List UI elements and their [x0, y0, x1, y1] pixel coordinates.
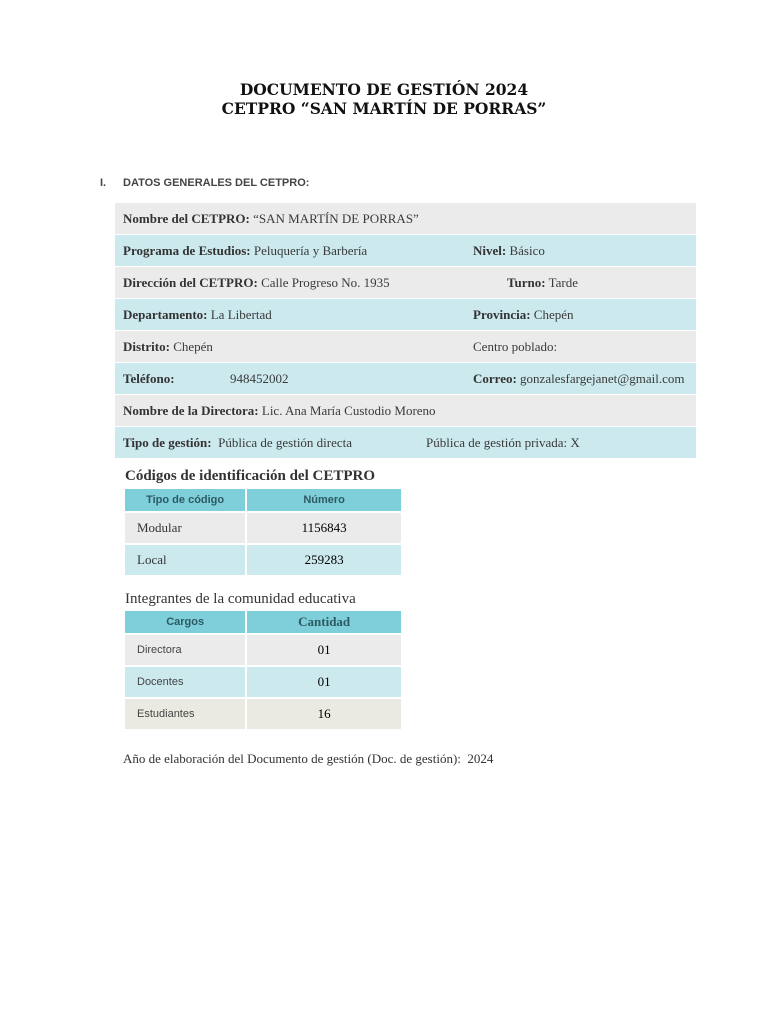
tipo-gestion-field: Tipo de gestión: Pública de gestión directa — [123, 435, 353, 450]
cargo-cell: Estudiantes — [124, 698, 246, 730]
table-row — [124, 666, 402, 698]
row-distrito — [115, 331, 696, 363]
table-row — [124, 544, 402, 576]
elaboration-year-label: Año de elaboración del Documento de gestión (Doc. de gestión): — [123, 751, 461, 766]
table-row — [124, 512, 402, 544]
row-direccion — [115, 267, 696, 299]
tipo-gestion-privada: Pública de gestión privada: X — [426, 435, 580, 450]
programa-field: Programa de Estudios: Peluquería y Barbería — [123, 243, 368, 258]
document-title-line1: DOCUMENTO DE GESTIÓN 2024 — [239, 80, 529, 99]
row-nombre — [115, 203, 696, 235]
distrito-field: Distrito: Chepén — [123, 339, 213, 354]
row-telefono — [115, 363, 696, 395]
cantidad-cell: 01 — [246, 634, 402, 666]
row-tipo-gestion — [115, 427, 696, 459]
integrantes-header-row — [124, 610, 402, 634]
document-title-line2: CETPRO “SAN MARTÍN DE PORRAS” — [221, 99, 547, 118]
integrantes-table — [123, 609, 403, 731]
nombre-field: Nombre del CETPRO: “SAN MARTÍN DE PORRAS” — [123, 211, 419, 226]
codigo-tipo-cell: Modular — [124, 512, 246, 544]
section-number: I. — [100, 177, 107, 189]
codigos-table — [123, 487, 403, 577]
codigos-col-numero: Número — [246, 488, 402, 512]
centro-poblado-field: Centro poblado: — [473, 339, 558, 354]
elaboration-year-line — [123, 751, 493, 767]
integrantes-col-cargos: Cargos — [124, 610, 246, 634]
nivel-field: Nivel: Básico — [473, 243, 545, 258]
row-directora — [115, 395, 696, 427]
codigos-heading: Códigos de identificación del CETPRO — [125, 468, 376, 484]
telefono-label: Teléfono: — [123, 371, 175, 386]
section-heading — [100, 177, 309, 189]
telefono-value: 948452002 — [230, 371, 289, 386]
table-row — [124, 698, 402, 730]
correo-field: Correo: gonzalesfargejanet@gmail.com — [473, 371, 685, 386]
codigo-tipo-cell: Local — [124, 544, 246, 576]
integrantes-heading: Integrantes de la comunidad educativa — [125, 591, 356, 607]
general-data-table — [115, 203, 696, 459]
directora-field: Nombre de la Directora: Lic. Ana María Custodio Moreno — [123, 403, 436, 418]
provincia-field: Provincia: Chepén — [473, 307, 574, 322]
cargo-cell: Directora — [124, 634, 246, 666]
direccion-field: Dirección del CETPRO: Calle Progreso No. 1935 — [123, 275, 390, 290]
turno-field: Turno: Tarde — [507, 275, 578, 290]
cantidad-cell: 01 — [246, 666, 402, 698]
row-programa — [115, 235, 696, 267]
codigos-header-row — [124, 488, 402, 512]
codigos-col-tipo: Tipo de código — [124, 488, 246, 512]
row-departamento — [115, 299, 696, 331]
elaboration-year-value: 2024 — [467, 751, 494, 766]
departamento-field: Departamento: La Libertad — [123, 307, 272, 322]
codigo-numero-cell: 259283 — [246, 544, 402, 576]
cargo-cell: Docentes — [124, 666, 246, 698]
cantidad-cell: 16 — [246, 698, 402, 730]
codigo-numero-cell: 1156843 — [246, 512, 402, 544]
section-title: DATOS GENERALES DEL CETPRO: — [123, 177, 310, 189]
integrantes-col-cantidad: Cantidad — [246, 610, 402, 634]
table-row — [124, 634, 402, 666]
